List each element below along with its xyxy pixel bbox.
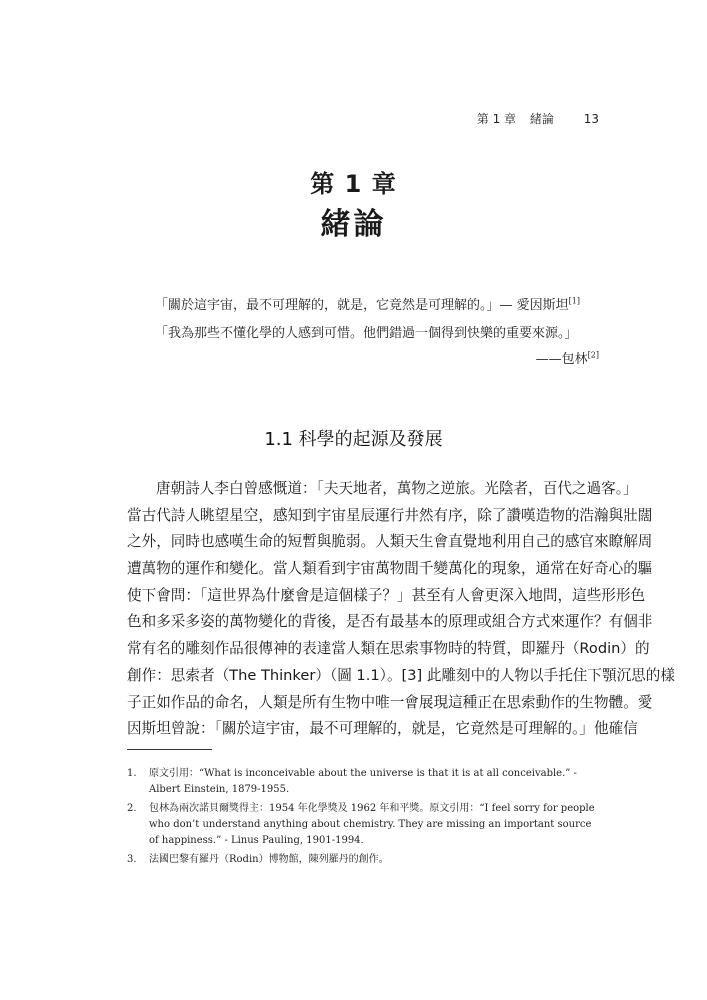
footnote-text: 原文引用：“What is inconceivable about the universe is that it is at all conceivable.” - Albert Einstein, 1879-1955. (149, 768, 577, 795)
body-paragraph (127, 476, 675, 743)
epigraph-text: 「關於這宇宙，最不可理解的，就是，它竟然是可理解的。」— 愛因斯坦 (155, 298, 569, 313)
body-line: 色和多采多姿的萬物變化的背後，是否有最基本的原理或組合方式來運作？有個非 (127, 613, 653, 631)
footnote-1 (127, 766, 602, 798)
footnote-number: 2. (127, 803, 137, 814)
footnote-number: 1. (127, 768, 137, 779)
body-line: 唐朝詩人李白曾感慨道：「夫天地者，萬物之逆旅。光陰者，百代之過客。」 (156, 480, 638, 497)
footnote-divider (127, 749, 212, 750)
body-line: 因斯坦曾說：「關於這宇宙，最不可理解的，就是，它竟然是可理解的。」他確信 (127, 720, 638, 738)
footnotes (127, 766, 602, 871)
attribution-text: ——包林 (535, 352, 588, 367)
epigraph-einstein (155, 294, 600, 313)
epigraph-text: 「我為那些不懂化學的人感到可惜。他們錯過一個得到快樂的重要來源。」 (155, 326, 578, 341)
footnote-text: 包林為兩次諾貝爾獎得主：1954 年化學獎及 1962 年和平獎。原文引用：“I feel sorry for people who don’t understand anything about chemistry. They are missing an important source of happiness.” - Linus Pauling, 1901-1994. (149, 803, 595, 846)
footnote-2 (127, 801, 602, 849)
chapter-title: 緒論 (320, 207, 387, 242)
footnote-3 (127, 852, 602, 868)
running-head-chapter: 第 1 章 (476, 112, 517, 126)
footnote-text: 法國巴黎有羅丹（Rodin）博物館，陳列羅丹的創作。 (149, 854, 389, 865)
page-number: 13 (583, 112, 599, 126)
body-line: 之外，同時也感嘆生命的短暫與脆弱。人類天生會直覺地利用自己的感官來瞭解周 (127, 533, 653, 551)
footnote-ref: [2] (587, 350, 599, 360)
body-line: 使下會問：「這世界為什麼會是這個樣子？」甚至有人會更深入地問，這些形形色 (127, 586, 646, 604)
epigraph-attribution (536, 348, 599, 367)
body-line: 創作：思索者（The Thinker）（圖 1.1）。[3] 此雕刻中的人物以手托住下顎沉思的樣 (127, 666, 675, 684)
chapter-label: 第 1 章 (310, 170, 397, 198)
section-heading: 1.1 科學的起源及發展 (264, 429, 443, 450)
epigraph-pauling (155, 322, 600, 341)
running-head-title: 緒論 (529, 112, 554, 126)
footnote-number: 3. (127, 854, 137, 865)
body-line: 常有名的雕刻作品很傳神的表達當人類在思索事物時的特質，即羅丹（Rodin）的 (127, 640, 650, 658)
footnote-ref: [1] (568, 296, 580, 306)
running-head (477, 110, 599, 127)
body-line: 子正如作品的命名，人類是所有生物中唯一會展現這種正在思索動作的生物體。愛 (127, 693, 653, 711)
body-line: 當古代詩人眺望星空，感知到宇宙星辰運行井然有序，除了讚嘆造物的浩瀚與壯闊 (127, 506, 653, 524)
body-line: 遭萬物的運作和變化。當人類看到宇宙萬物間千變萬化的現象，通常在好奇心的驅 (127, 560, 653, 578)
